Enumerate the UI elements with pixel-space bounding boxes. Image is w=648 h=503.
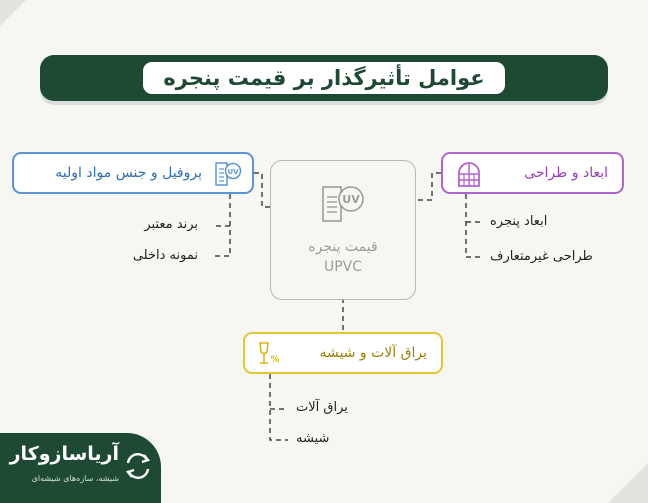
hardware-item-glass: شیشه <box>296 431 330 446</box>
connector-dimensions <box>414 173 441 200</box>
hardware-item-fittings: یراق آلات <box>296 400 348 415</box>
glass-percent-icon <box>255 340 283 368</box>
recycle-arrows-icon <box>123 451 153 481</box>
center-subtitle: UPVC <box>323 259 363 275</box>
factor-hardware-label: یراق آلات و شیشه <box>319 345 427 361</box>
logo-name: آریاسازوکار <box>9 443 119 465</box>
center-title: قیمت پنجره <box>308 239 378 255</box>
svg-text:UV: UV <box>342 193 360 206</box>
logo-tagline: شیشه، سازه‌های شیشه‌ای <box>31 474 119 483</box>
center-node <box>270 160 416 300</box>
factor-profile-label: پروفیل و جنس مواد اولیه <box>55 165 202 181</box>
factor-dimensions-label: ابعاد و طراحی <box>524 165 608 181</box>
factor-hardware <box>243 332 443 374</box>
connector-profile-items <box>212 194 230 256</box>
svg-text:%: % <box>270 355 280 365</box>
connector-dimension-items <box>466 194 484 257</box>
connector-hardware-items <box>270 374 288 440</box>
connector-profile <box>254 173 270 207</box>
dimensions-item-size: ابعاد پنجره <box>490 214 548 229</box>
profile-item-brand: برند معتبر <box>144 217 198 232</box>
svg-text:UV: UV <box>227 168 239 176</box>
brand-logo <box>0 433 161 503</box>
profile-item-domestic: نمونه داخلی <box>132 248 198 263</box>
window-uv-icon <box>214 160 242 188</box>
page-title: عوامل تأثیرگذار بر قیمت پنجره <box>143 62 504 94</box>
arched-window-icon <box>455 160 483 188</box>
dimensions-item-custom: طراحی غیرمتعارف <box>490 249 593 264</box>
factor-profile <box>12 152 254 194</box>
window-uv-icon <box>319 183 367 225</box>
factor-dimensions <box>441 152 624 194</box>
